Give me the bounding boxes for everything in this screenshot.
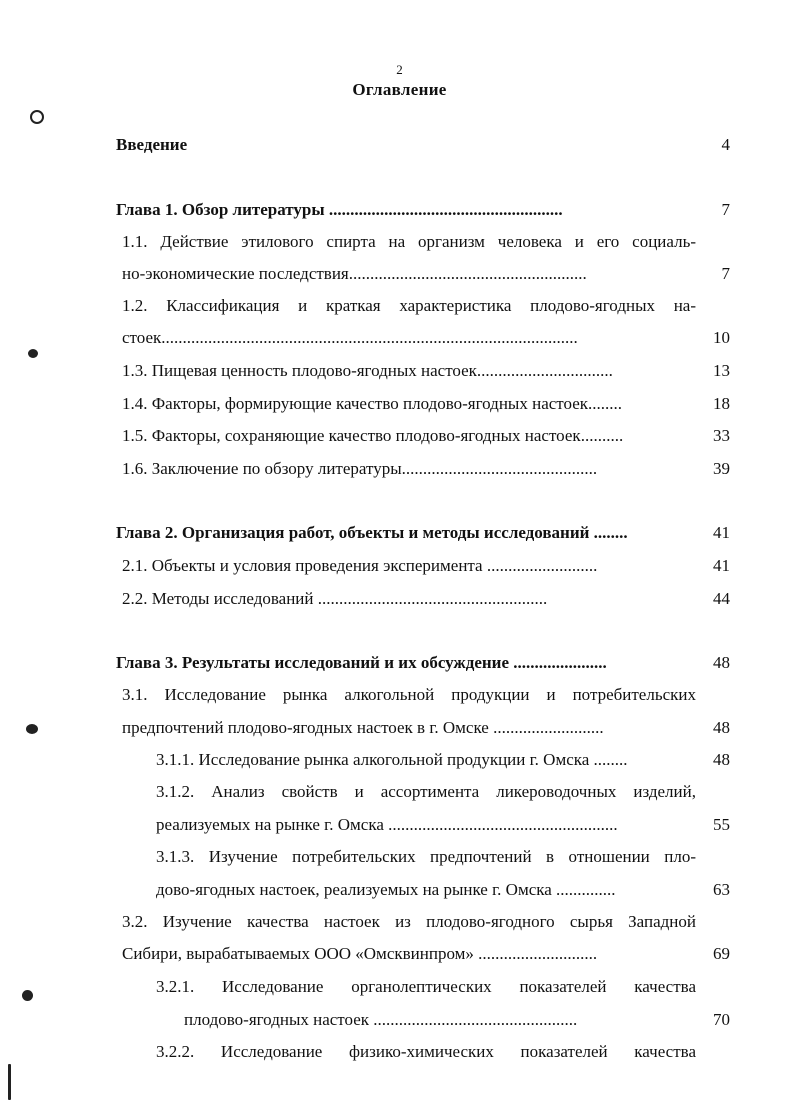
toc-chapter-3: Глава 3. Результаты исследований и их обсуждение ......................: [116, 653, 607, 672]
toc-subentry: плодово-ягодных настоек ................................................: [184, 1010, 578, 1029]
toc-page: 7: [721, 200, 730, 219]
toc-entry: 1.1. Действие этилового спирта на организм человека и его социаль-: [122, 232, 696, 251]
page-number: 2: [396, 62, 403, 77]
toc-title: Оглавление: [352, 80, 447, 99]
toc-subentry: 3.2.2. Исследование физико-химических показателей качества: [156, 1042, 696, 1061]
toc-page: 70: [713, 1010, 730, 1029]
scan-speck: [28, 349, 38, 358]
scan-speck: [30, 110, 44, 124]
toc-subentry: 3.1.2. Анализ свойств и ассортимента ликероводочных изделий,: [156, 782, 696, 801]
toc-subentry: дово-ягодных настоек, реализуемых на рынке г. Омска ..............: [156, 880, 616, 899]
toc-entry: 3.1. Исследование рынка алкогольной продукции и потребительских: [122, 685, 696, 704]
toc-entry: 1.2. Классификация и краткая характеристика плодово-ягодных на-: [122, 296, 696, 315]
toc-entry: 3.2. Изучение качества настоек из плодово-ягодного сырья Западной: [122, 912, 696, 931]
toc-subentry: реализуемых на рынке г. Омска ......................................................: [156, 815, 618, 834]
toc-page: 48: [713, 750, 730, 769]
toc-subentry: 3.1.3. Изучение потребительских предпочтений в отношении пло-: [156, 847, 696, 866]
toc-page: 7: [721, 264, 730, 283]
toc-chapter-1: Глава 1. Обзор литературы .......................................................: [116, 200, 563, 219]
toc-entry: стоек..................................................................................................: [122, 328, 578, 347]
toc-chapter-2: Глава 2. Организация работ, объекты и методы исследований ........: [116, 523, 628, 542]
toc-subentry: 3.2.1. Исследование органолептических показателей качества: [156, 977, 696, 996]
toc-page: 13: [713, 361, 730, 380]
toc-page: 48: [713, 718, 730, 737]
toc-entry: 1.4. Факторы, формирующие качество плодово-ягодных настоек........: [122, 394, 622, 413]
toc-subentry: 3.1.1. Исследование рынка алкогольной продукции г. Омска ........: [156, 750, 628, 769]
toc-page: 4: [721, 135, 730, 154]
toc-page: 55: [713, 815, 730, 834]
toc-entry: но-экономические последствия........................................................: [122, 264, 587, 283]
toc-page: 44: [713, 589, 730, 608]
toc-entry: 2.2. Методы исследований ......................................................: [122, 589, 548, 608]
toc-page: 39: [713, 459, 730, 478]
toc-page: 69: [713, 944, 730, 963]
toc-page: 41: [713, 523, 730, 542]
toc-entry: Сибири, вырабатываемых ООО «Омсквинпром» ............................: [122, 944, 598, 963]
toc-page: 63: [713, 880, 730, 899]
toc-page: 33: [713, 426, 730, 445]
toc-entry: 2.1. Объекты и условия проведения эксперимента ..........................: [122, 556, 598, 575]
toc-page: 10: [713, 328, 730, 347]
scan-speck: [22, 990, 33, 1001]
scan-speck: [26, 724, 38, 734]
toc-page: 41: [713, 556, 730, 575]
toc-entry: 1.5. Факторы, сохраняющие качество плодово-ягодных настоек..........: [122, 426, 624, 445]
toc-entry: 1.3. Пищевая ценность плодово-ягодных настоек................................: [122, 361, 613, 380]
toc-entry: предпочтений плодово-ягодных настоек в г. Омске ..........................: [122, 718, 604, 737]
toc-page: 18: [713, 394, 730, 413]
toc-intro: Введение: [116, 135, 188, 154]
toc-page: 48: [713, 653, 730, 672]
toc-entry: 1.6. Заключение по обзору литературы..............................................: [122, 459, 598, 478]
scan-speck: [8, 1064, 11, 1100]
